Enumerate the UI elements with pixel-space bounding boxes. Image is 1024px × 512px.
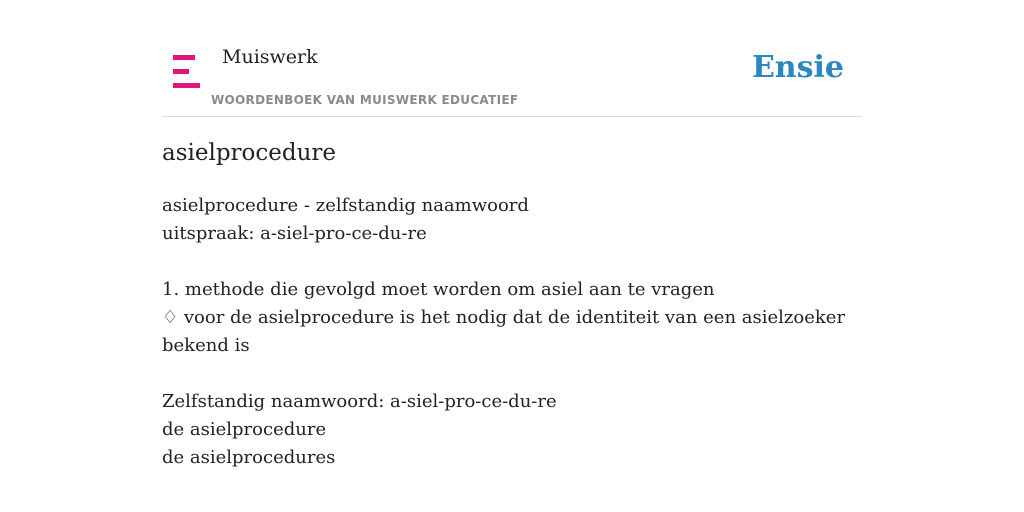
brand-name[interactable]: Muiswerk [222,46,318,68]
logo-bar-top [173,55,195,60]
pronunciation-line: uitspraak: a-siel-pro-ce-du-re [162,223,427,244]
spacer [162,248,842,276]
spacer [162,360,842,388]
logo-bar-middle [173,69,189,74]
plural-form: de asielprocedures [162,447,336,468]
page-title: asielprocedure [162,140,337,166]
logo-bar-bottom [173,83,200,88]
entry-content [162,192,846,472]
part-of-speech-line: asielprocedure - zelfstandig naamwoord [162,195,529,216]
grammar-line: Zelfstandig naamwoord: a-siel-pro-ce-du-re [162,391,557,412]
muiswerk-logo-icon[interactable] [173,55,200,88]
example-line-continued: bekend is [162,335,250,356]
singular-form: de asielprocedure [162,419,327,440]
site-header [162,0,862,117]
example-line: ♢ voor de asielprocedure is het nodig dat de identiteit van een asielzoeker [162,307,846,328]
ensie-logo[interactable]: Ensie [751,50,844,85]
definition-line: 1. methode die gevolgd moet worden om asiel aan te vragen [162,279,715,300]
dictionary-subtitle: WOORDENBOEK VAN MUISWERK EDUCATIEF [211,93,519,107]
